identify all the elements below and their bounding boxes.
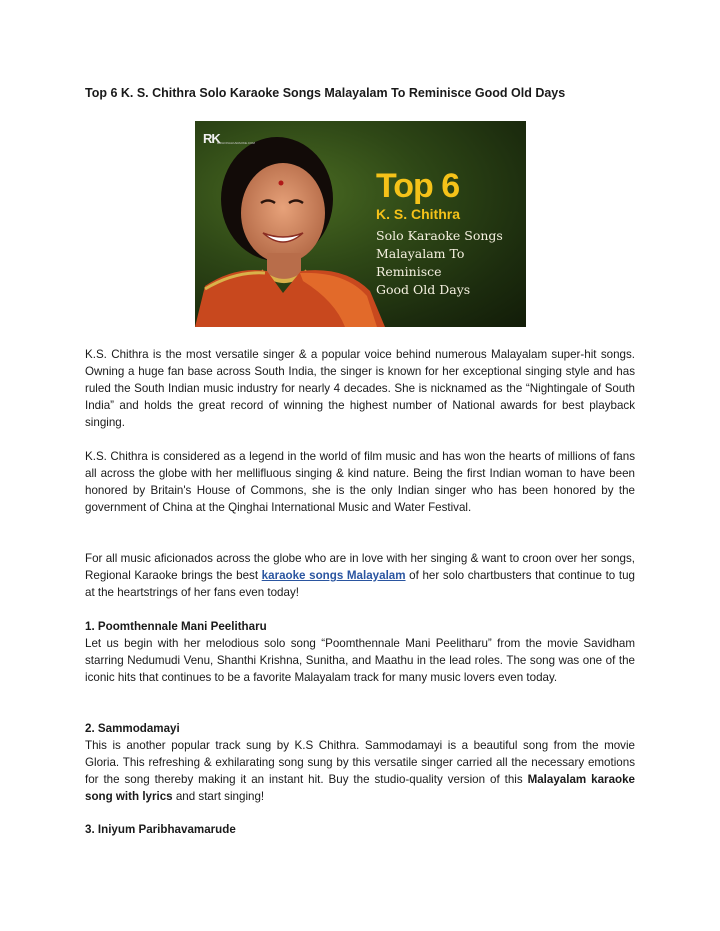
hero-name: K. S. Chithra [376,206,461,222]
karaoke-lyrics-phrase: Malayalam karaoke song with lyrics [85,773,635,803]
paragraph-text: and start singing! [172,790,265,803]
paragraph-regional-karaoke [85,550,635,601]
song-description-2 [85,737,635,805]
song-description-1: Let us begin with her melodious solo song “Poomthennale Mani Peelitharu” from the movie Savidham starring Nedumudi Venu, Shanthi Krishna, Sunitha, and Maathu in the lead roles. The song was one of the iconic hits that continues to be a favorite Malayalam track for many music lovers even today. [85,637,635,684]
song-heading-3: 3. Iniyum Paribhavamarude [85,823,236,836]
paragraph-text: For all music aficionados across the globe who are in love with her singing & want to croon over her songs, Regional Karaoke brings the best [85,552,635,582]
brand-logo: RK REGIONALKARAOKE.COM [203,131,255,146]
paragraph-legend: K.S. Chithra is considered as a legend in the world of film music and has won the hearts of millions of fans all across the globe with her mellifluous singing & kind nature. Being the first Indian woman to have been honored by Britain's House of Commons, she is the only Indian singer who has been honored by the government of China at the Qinghai International Music and Water Festival. [85,450,635,514]
hero-line: Reminisce [376,264,442,279]
hero-line: Good Old Days [376,282,471,297]
karaoke-songs-link[interactable]: karaoke songs Malayalam [261,569,406,582]
page-title: Top 6 K. S. Chithra Solo Karaoke Songs Malayalam To Reminisce Good Old Days [85,86,566,100]
song-heading-1: 1. Poomthennale Mani Peelitharu [85,620,267,633]
paragraph-text: This is another popular track sung by K.S Chithra. Sammodamayi is a beautiful song from the movie Gloria. This refreshing & exhilarating song sung by this versatile singer carried all the necessary emotions for the song thereby making it an instant hit. Buy the studio-quality version of this [85,739,635,786]
hero-line: Solo Karaoke Songs [376,228,503,243]
hero-image [195,121,526,327]
hero-line: Malayalam To [376,246,465,261]
song-heading-2: 2. Sammodamayi [85,722,180,735]
hero-headline: Top 6 [376,167,460,205]
paragraph-text: of her solo chartbusters that continue to tug at the heartstrings of her fans even today! [85,569,635,599]
paragraph-intro: K.S. Chithra is the most versatile singer & a popular voice behind numerous Malayalam super-hit songs. Owning a huge fan base across South India, the singer is known for her exceptional singing style and has ruled the South Indian music industry for nearly 4 decades. She is nicknamed as the “Nightingale of South India” and holds the great record of winning the highest number of National awards for best playback singing. [85,348,635,429]
